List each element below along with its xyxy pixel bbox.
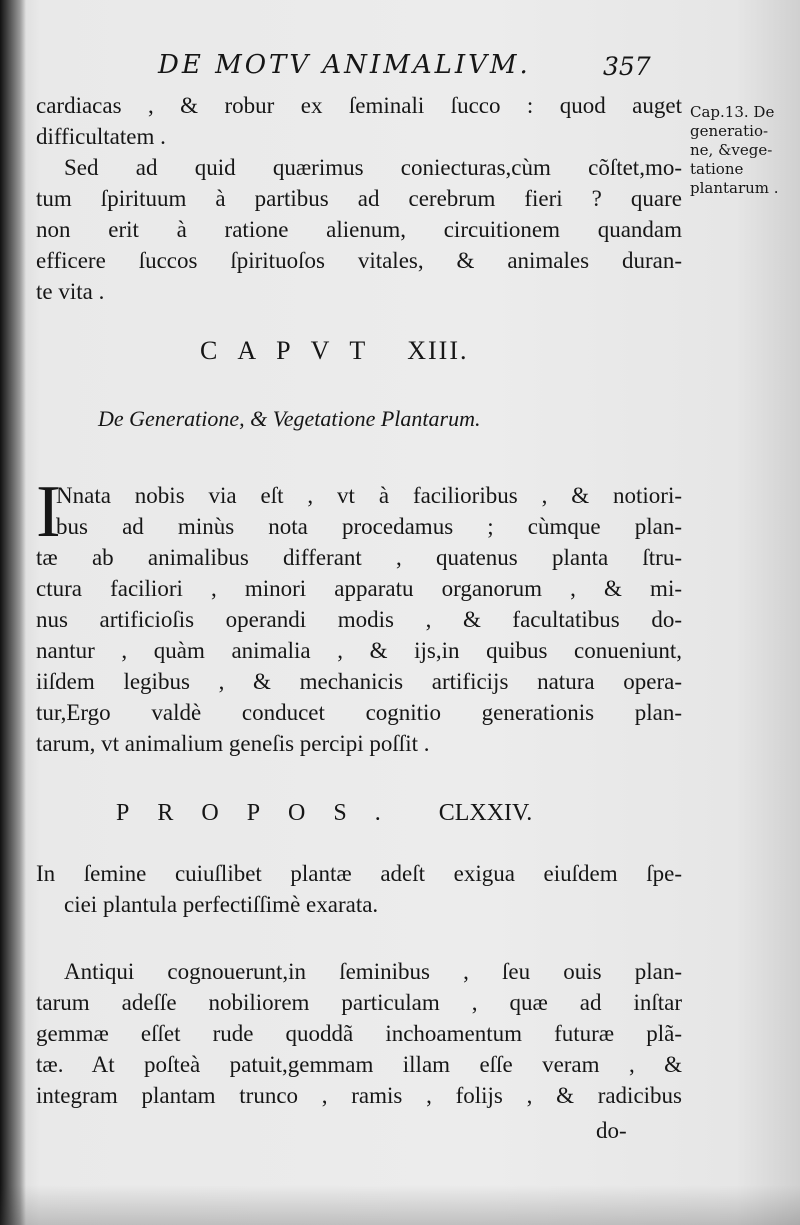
text-line: ciei plantula perfectiſſimè exarata. [64, 892, 379, 917]
page-shadow [0, 1185, 800, 1225]
margin-note-line: ne, &vege- [690, 141, 773, 159]
text-line: iiſdem legibus , & mechanicis artificijs natura opera- [36, 669, 682, 694]
chapter-heading [200, 336, 469, 366]
text-line: Antiqui cognouerunt,in ſeminibus , ſeu ouis plan- [64, 959, 682, 984]
drop-initial: I [36, 471, 61, 553]
proposition-number: CLXXIV. [438, 800, 533, 826]
text-line: te vita . [36, 279, 105, 304]
text-line: ctura faciliori , minori apparatu organorum , & mi- [36, 576, 682, 601]
margin-note-line: plantarum . [690, 179, 779, 197]
chapter-subtitle: De Generatione, & Vegetatione Plantarum. [98, 406, 481, 431]
catchword: do- [596, 1118, 627, 1143]
proposition-heading [116, 800, 532, 827]
text-line: difficultatem . [36, 124, 166, 149]
text-line: tum ſpirituum à partibus ad cerebrum fieri ? quare [36, 186, 682, 211]
text-line: bus ad minùs nota procedamus ; cùmque plan- [56, 514, 682, 539]
margin-note-line: Cap.13. De [690, 103, 775, 121]
text-line: nus artificioſis operandi modis , & facultatibus do- [36, 607, 682, 632]
text-line: cardiacas , & robur ex ſeminali ſucco : quod auget [36, 93, 682, 118]
proposition-label: PROPOS. [116, 800, 409, 826]
text-line: Sed ad quid quærimus coniecturas,cùm cõſtet,mo- [64, 155, 682, 180]
proposition-statement [36, 858, 682, 920]
chapter-label: CAPVT [200, 336, 386, 365]
text-line: integram plantam trunco , ramis , folijs , & radicibus [36, 1083, 682, 1108]
text-line: nantur , quàm animalia , & ijs,in quibus conueniunt, [36, 638, 682, 663]
text-line: tæ ab animalibus differant , quatenus planta ſtru- [36, 545, 682, 570]
text-line: tæ. At poſteà patuit,gemmam illam eſſe veram , & [36, 1052, 682, 1077]
paragraph-intro [36, 480, 682, 759]
text-line: In ſemine cuiuſlibet plantæ adeſt exigua eiuſdem ſpe- [36, 861, 682, 886]
text-line: tarum adeſſe nobiliorem particulam , quæ ad inſtar [36, 990, 682, 1015]
margin-note [690, 103, 800, 198]
text-line: tur,Ergo valdè conducet cognitio generationis plan- [36, 700, 682, 725]
text-line: gemmæ eſſet rude quoddã inchoamentum futuræ plã- [36, 1021, 682, 1046]
paragraph-top [36, 90, 682, 307]
paragraph-final [36, 956, 682, 1111]
text-line: efficere ſuccos ſpirituoſos vitales, & animales duran- [36, 248, 682, 273]
text-line: Nnata nobis via eſt , vt à facilioribus , & notiori- [56, 483, 682, 508]
text-line: tarum, vt animalium geneſis percipi poſſit . [36, 731, 430, 756]
chapter-number: XIII. [407, 336, 469, 365]
margin-note-line: tatione [690, 160, 744, 178]
binding-gutter [0, 0, 26, 1225]
page-number: 357 [603, 52, 651, 81]
margin-note-line: generatio- [690, 122, 769, 140]
running-head: DE MOTV ANIMALIVM. [158, 50, 531, 80]
text-line: non erit à ratione alienum, circuitionem quandam [36, 217, 682, 242]
